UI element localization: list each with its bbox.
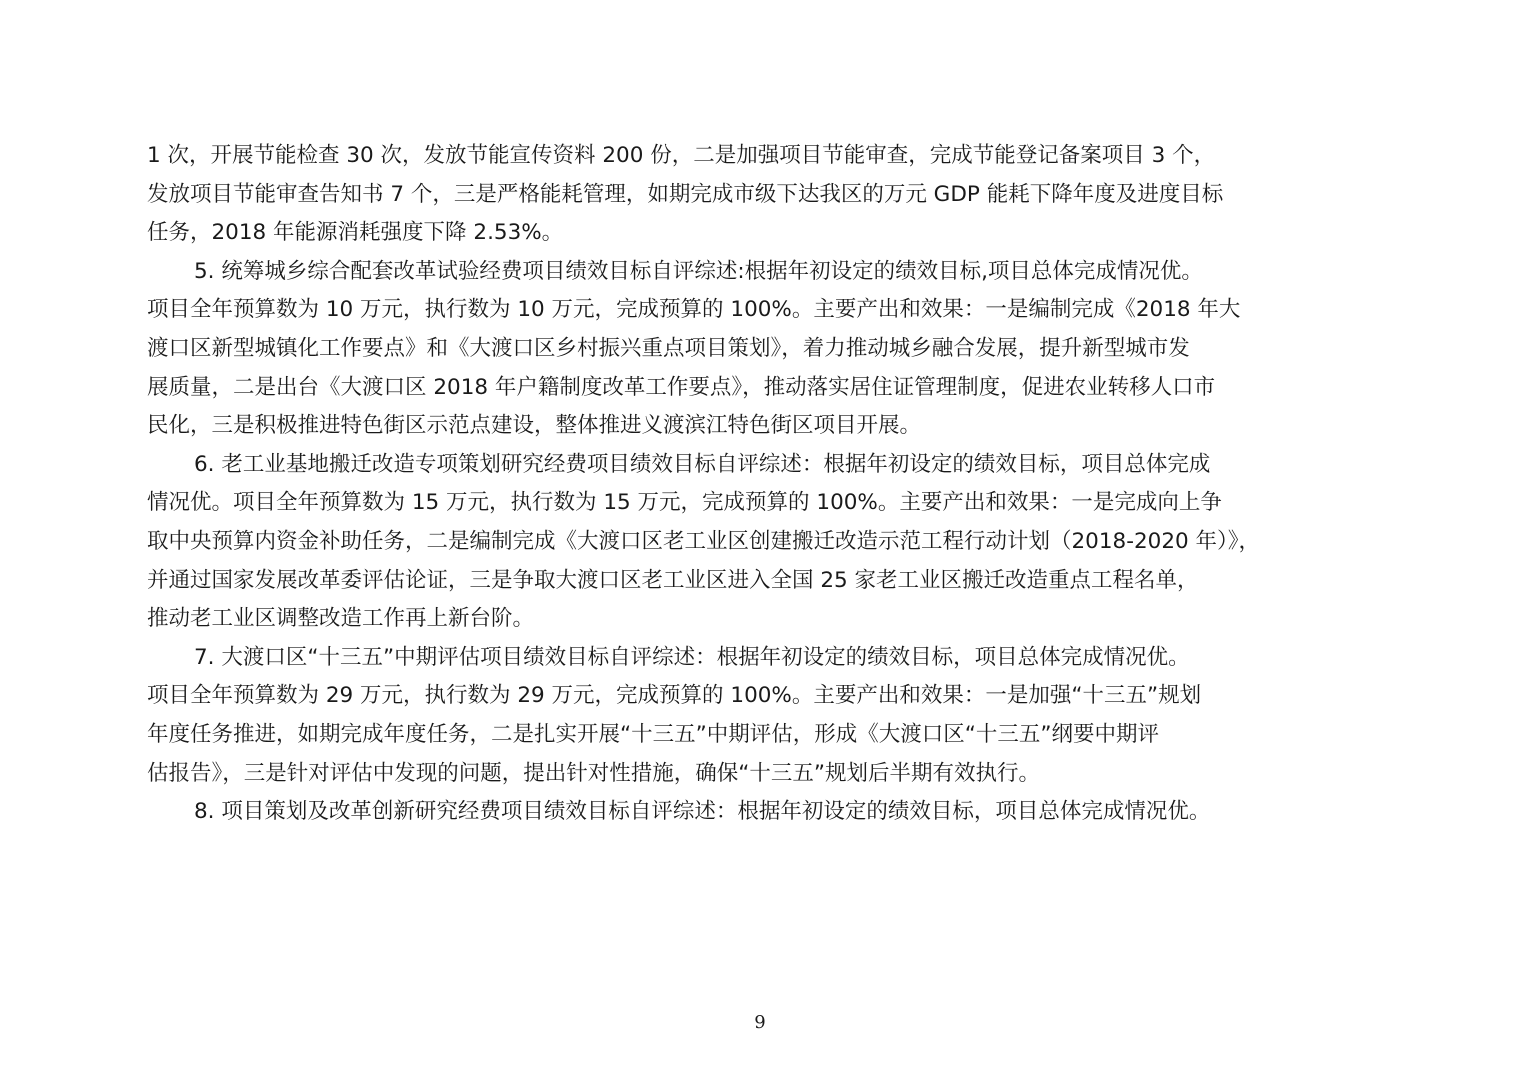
text-line: 并通过国家发展改革委评估论证，三是争取大渡口区老工业区进入全国 25 家老工业区搬迁改造重点工程名单， <box>147 567 1199 593</box>
paragraph-6-first-line: 6. 老工业基地搬迁改造专项策划研究经费项目绩效目标自评综述：根据年初设定的绩效目标，项目总体完成 <box>194 451 1211 477</box>
text-line: 渡口区新型城镇化工作要点》和《大渡口区乡村振兴重点项目策划》，着力推动城乡融合发展，提升新型城市发 <box>147 335 1190 361</box>
text-line: 民化，三是积极推进特色街区示范点建设，整体推进义渡滨江特色街区项目开展。 <box>147 413 922 439</box>
paragraph-5-first-line: 5. 统筹城乡综合配套改革试验经费项目绩效目标自评综述:根据年初设定的绩效目标,项目总体完成情况优。 <box>194 258 1203 284</box>
paragraph-8-first-line: 8. 项目策划及改革创新研究经费项目绩效目标自评综述：根据年初设定的绩效目标，项目总体完成情况优。 <box>194 799 1211 825</box>
text-line: 展质量，二是出台《大渡口区 2018 年户籍制度改革工作要点》，推动落实居住证管理制度，促进农业转移人口市 <box>147 374 1216 400</box>
text-line: 项目全年预算数为 10 万元，执行数为 10 万元，完成预算的 100%。主要产出和效果：一是编制完成《2018 年大 <box>147 297 1241 323</box>
text-line: 发放项目节能审查告知书 7 个，三是严格能耗管理，如期完成市级下达我区的万元 GDP 能耗下降年度及进度目标 <box>147 181 1224 207</box>
text-line: 情况优。项目全年预算数为 15 万元，执行数为 15 万元，完成预算的 100%。主要产出和效果：一是完成向上争 <box>147 490 1222 516</box>
body-text <box>147 137 1387 832</box>
text-line: 取中央预算内资金补助任务，二是编制完成《大渡口区老工业区创建搬迁改造示范工程行动计划（2018-2020 年）》， <box>147 528 1261 554</box>
text-line: 推动老工业区调整改造工作再上新台阶。 <box>147 606 535 632</box>
text-line: 1 次，开展节能检查 30 次，发放节能宣传资料 200 份，二是加强项目节能审查，完成节能登记备案项目 3 个， <box>147 143 1216 168</box>
paragraph-7-first-line: 7. 大渡口区“十三五”中期评估项目绩效目标自评综述：根据年初设定的绩效目标，项目总体完成情况优。 <box>194 644 1190 670</box>
text-line: 任务，2018 年能源消耗强度下降 2.53%。 <box>147 220 564 246</box>
page-number: 9 <box>754 1012 766 1033</box>
text-line: 项目全年预算数为 29 万元，执行数为 29 万元，完成预算的 100%。主要产出和效果：一是加强“十三五”规划 <box>147 683 1202 709</box>
text-line: 估报告》，三是针对评估中发现的问题，提出针对性措施，确保“十三五”规划后半期有效执行。 <box>147 760 1041 786</box>
text-line: 年度任务推进，如期完成年度任务，二是扎实开展“十三五”中期评估，形成《大渡口区“十三五”纲要中期评 <box>147 721 1160 747</box>
